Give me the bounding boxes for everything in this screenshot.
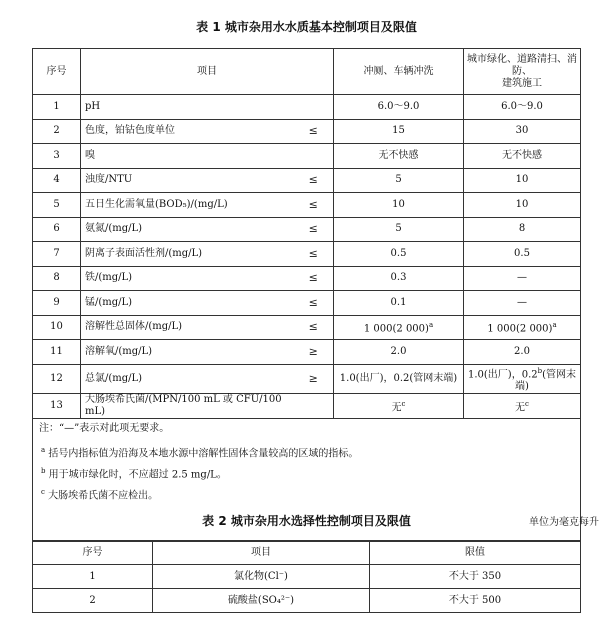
row-item <box>81 217 294 242</box>
footnote-mark: c <box>525 399 529 408</box>
row-value-col2 <box>464 168 581 193</box>
row-operator-text: ≤ <box>308 173 318 187</box>
table2-row <box>33 589 581 613</box>
row-value-col1 <box>334 315 464 340</box>
table-row <box>33 340 581 365</box>
row-value-col1 <box>334 144 464 169</box>
row-operator <box>294 364 334 393</box>
row-item <box>81 364 294 393</box>
note-c <box>39 486 580 507</box>
row-value-col1-text: 10 <box>392 198 405 210</box>
row-value-col2 <box>464 95 581 120</box>
row-operator <box>294 291 334 316</box>
row-operator <box>294 266 334 291</box>
row-value-col1-text: 1.0(出厂)，0.2(管网末端) <box>339 372 458 384</box>
table2-header-row <box>33 541 581 565</box>
table2-cell-limit: 不大于 350 <box>370 565 581 589</box>
row-value-col2-text: 30 <box>515 125 529 137</box>
row-operator-text: ≤ <box>308 246 318 260</box>
row-number-text: 6 <box>53 223 60 235</box>
row-item-text: 浊度/NTU <box>85 174 133 186</box>
row-operator-text: ≤ <box>308 320 318 334</box>
row-item <box>81 266 294 291</box>
row-operator <box>294 340 334 365</box>
row-number <box>33 340 81 365</box>
row-item <box>81 291 294 316</box>
row-value-col2 <box>464 340 581 365</box>
row-number <box>33 144 81 169</box>
row-value-col1-text: 0.1 <box>390 296 407 308</box>
table2-cell-limit: 不大于 500 <box>370 589 581 613</box>
row-operator-text: ≤ <box>308 124 318 138</box>
table-row <box>33 119 581 144</box>
row-number <box>33 393 81 418</box>
row-item-text: 溶解性总固体/(mg/L) <box>85 321 183 333</box>
row-item <box>81 95 294 120</box>
row-value-col1-text: 0.5 <box>390 247 407 259</box>
row-number <box>33 168 81 193</box>
row-number <box>33 217 81 242</box>
row-item-text: 嗅 <box>85 149 95 161</box>
row-operator <box>294 95 334 120</box>
table2-row <box>33 565 581 589</box>
row-operator-text: ≥ <box>308 371 318 385</box>
row-value-col1-text: 15 <box>392 125 405 137</box>
row-number-text: 9 <box>53 296 60 308</box>
footnote-mark: b <box>537 366 543 375</box>
table2-title: 表 2 城市杂用水选择性控制项目及限值 <box>202 514 411 528</box>
row-value-col1 <box>334 95 464 120</box>
row-value-col2-text: 无不快感 <box>502 149 542 161</box>
table2-header-item: 项目 <box>153 541 370 565</box>
row-value-col1 <box>334 193 464 218</box>
row-number-text: 13 <box>50 399 63 411</box>
row-number-text: 5 <box>53 198 60 210</box>
table2-cell-no: 2 <box>33 589 153 613</box>
row-item <box>81 340 294 365</box>
table2-cell-item: 硫酸盐(SO₄²⁻) <box>153 589 370 613</box>
row-number <box>33 95 81 120</box>
table-row <box>33 393 581 418</box>
row-number <box>33 291 81 316</box>
row-number <box>33 193 81 218</box>
row-value-col2-tail: (管网末端) <box>515 368 576 392</box>
row-value-col1 <box>334 393 464 418</box>
row-value-col2-text: 10 <box>515 174 529 186</box>
row-value-col2 <box>464 242 581 267</box>
table-row <box>33 315 581 340</box>
row-item <box>81 144 294 169</box>
table2-cell-no: 1 <box>33 565 153 589</box>
header-col2-line2: 建筑施工 <box>502 77 542 89</box>
note-a <box>39 444 580 465</box>
row-value-col1 <box>334 217 464 242</box>
row-item <box>81 393 294 418</box>
note-c-text: 大肠埃希氏菌不应检出。 <box>48 490 159 502</box>
row-value-col2 <box>464 144 581 169</box>
row-value-col1-text: 1 000(2 000) <box>363 323 429 335</box>
row-item-text: 铁/(mg/L) <box>85 272 133 284</box>
row-value-col1-text: 5 <box>395 174 402 186</box>
row-number-text: 2 <box>53 125 60 137</box>
row-operator <box>294 193 334 218</box>
row-value-col2 <box>464 315 581 340</box>
row-value-col1-text: 2.0 <box>390 345 407 357</box>
row-item-text: 五日生化需氧量(BOD₅)/(mg/L) <box>85 198 228 210</box>
header-col1: 冲厕、车辆冲洗 <box>334 49 464 95</box>
row-operator-text: ≤ <box>308 197 318 211</box>
note-c-mark: c <box>41 487 45 496</box>
header-no: 序号 <box>33 49 81 95</box>
row-item-text: 锰/(mg/L) <box>85 296 133 308</box>
row-value-col2 <box>464 291 581 316</box>
note-main: 注：“—”表示对此项无要求。 <box>39 422 170 434</box>
row-value-col1-text: 0.3 <box>390 272 407 284</box>
row-number-text: 12 <box>50 372 63 384</box>
row-value-col2 <box>464 393 581 418</box>
note-a-mark: a <box>41 445 46 454</box>
row-item-text: 总氯/(mg/L) <box>85 372 143 384</box>
table-row <box>33 266 581 291</box>
row-value-col2-text: — <box>517 296 527 308</box>
note-a-text: 括号内指标值为沿海及本地水源中溶解性固体含量较高的区域的指标。 <box>48 448 359 460</box>
row-item-text: pH <box>85 100 101 112</box>
row-number-text: 7 <box>53 247 60 259</box>
note-b <box>39 465 580 486</box>
row-operator <box>294 315 334 340</box>
row-operator <box>294 242 334 267</box>
row-value-col1 <box>334 340 464 365</box>
row-item-text: 大肠埃希氏菌/(MPN/100 mL 或 CFU/100 mL) <box>85 393 282 417</box>
row-item-text: 色度，铂钴色度单位 <box>85 125 175 137</box>
row-value-col2 <box>464 364 581 393</box>
row-value-col2-text: 8 <box>518 223 526 235</box>
row-value-col2-text: — <box>517 272 527 284</box>
row-number <box>33 266 81 291</box>
table-row <box>33 364 581 393</box>
table2-unit: 单位为毫克每升 <box>529 517 599 528</box>
row-value-col1-text: 6.0～9.0 <box>377 100 420 112</box>
selective-control-table <box>32 540 581 613</box>
table-header-row <box>33 49 581 95</box>
row-number-text: 10 <box>50 321 63 333</box>
footnote-mark: a <box>552 321 557 330</box>
row-item-text: 氨氮/(mg/L) <box>85 223 143 235</box>
table-row <box>33 144 581 169</box>
row-operator <box>294 168 334 193</box>
row-item <box>81 119 294 144</box>
row-number-text: 4 <box>53 174 60 186</box>
row-number-text: 8 <box>53 272 60 284</box>
row-value-col1-text: 无 <box>391 401 402 413</box>
row-value-col2-text: 1.0(出厂)，0.2 <box>468 368 538 380</box>
table2-cell-item: 氯化物(Cl⁻) <box>153 565 370 589</box>
row-value-col1-text: 5 <box>395 223 402 235</box>
table1-title: 表 1 城市杂用水水质基本控制项目及限值 <box>196 20 417 34</box>
row-value-col2-text: 0.5 <box>514 247 530 259</box>
row-number-text: 11 <box>50 345 63 357</box>
row-operator-text: ≥ <box>308 344 318 358</box>
note-b-mark: b <box>41 466 46 475</box>
row-value-col1 <box>334 266 464 291</box>
table-row <box>33 242 581 267</box>
row-operator <box>294 119 334 144</box>
table-row <box>33 291 581 316</box>
row-value-col1 <box>334 119 464 144</box>
table-row <box>33 95 581 120</box>
row-number <box>33 315 81 340</box>
row-item <box>81 193 294 218</box>
row-number <box>33 364 81 393</box>
row-value-col2 <box>464 266 581 291</box>
row-value-col2 <box>464 193 581 218</box>
row-value-col2 <box>464 217 581 242</box>
row-number-text: 1 <box>53 100 60 112</box>
row-operator <box>294 144 334 169</box>
row-number-text: 3 <box>53 149 60 161</box>
row-value-col1 <box>334 168 464 193</box>
row-value-col2-text: 1 000(2 000) <box>487 323 553 335</box>
table-row <box>33 217 581 242</box>
row-operator-text: ≤ <box>308 271 318 285</box>
row-value-col1 <box>334 364 464 393</box>
row-number <box>33 119 81 144</box>
footnote-mark: a <box>428 321 434 330</box>
row-value-col2 <box>464 119 581 144</box>
header-item: 项目 <box>81 49 334 95</box>
footnote-mark: c <box>401 399 406 408</box>
header-col2-line1: 城市绿化、道路清扫、消防、 <box>467 53 577 77</box>
header-col2 <box>464 49 581 95</box>
row-operator-text: ≤ <box>308 222 318 236</box>
row-item <box>81 242 294 267</box>
table-row <box>33 168 581 193</box>
table2-header-limit: 限值 <box>370 541 581 565</box>
row-value-col2-text: 无 <box>515 401 526 413</box>
note-b-text: 用于城市绿化时，不应超过 2.5 mg/L。 <box>48 469 227 481</box>
row-item <box>81 168 294 193</box>
row-value-col1-text: 无不快感 <box>378 149 419 161</box>
row-item-text: 溶解氧/(mg/L) <box>85 345 153 357</box>
row-operator-text: ≤ <box>308 295 318 309</box>
table-row <box>33 193 581 218</box>
row-number <box>33 242 81 267</box>
row-operator <box>294 393 334 418</box>
row-value-col1 <box>334 242 464 267</box>
row-operator <box>294 217 334 242</box>
basic-control-table <box>32 48 581 542</box>
row-value-col2-text: 10 <box>515 198 529 210</box>
row-value-col2-text: 2.0 <box>514 345 530 357</box>
row-value-col2-text: 6.0～9.0 <box>501 100 543 112</box>
row-item <box>81 315 294 340</box>
row-item-text: 阴离子表面活性剂/(mg/L) <box>85 247 203 259</box>
row-value-col1 <box>334 291 464 316</box>
table2-header-no: 序号 <box>33 541 153 565</box>
